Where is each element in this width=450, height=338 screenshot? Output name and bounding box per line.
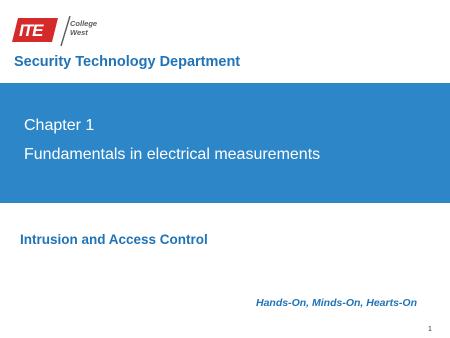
title-band (0, 83, 450, 203)
motto-text: Hands-On, Minds-On, Hearts-On (256, 297, 418, 309)
ite-logo-mark (12, 18, 58, 42)
chapter-title: Fundamentals in electrical measurements (24, 146, 321, 163)
logo-line-west: West (70, 28, 88, 37)
course-subtitle: Intrusion and Access Control (20, 232, 208, 247)
logo-line-college: College (70, 19, 98, 28)
page-number: 1 (428, 326, 432, 333)
department-title: Security Technology Department (14, 54, 241, 70)
logo-wordmark (70, 19, 97, 37)
chapter-label: Chapter 1 (24, 117, 95, 134)
svg-text:ITE: ITE (19, 21, 43, 40)
college-logo (12, 16, 122, 46)
